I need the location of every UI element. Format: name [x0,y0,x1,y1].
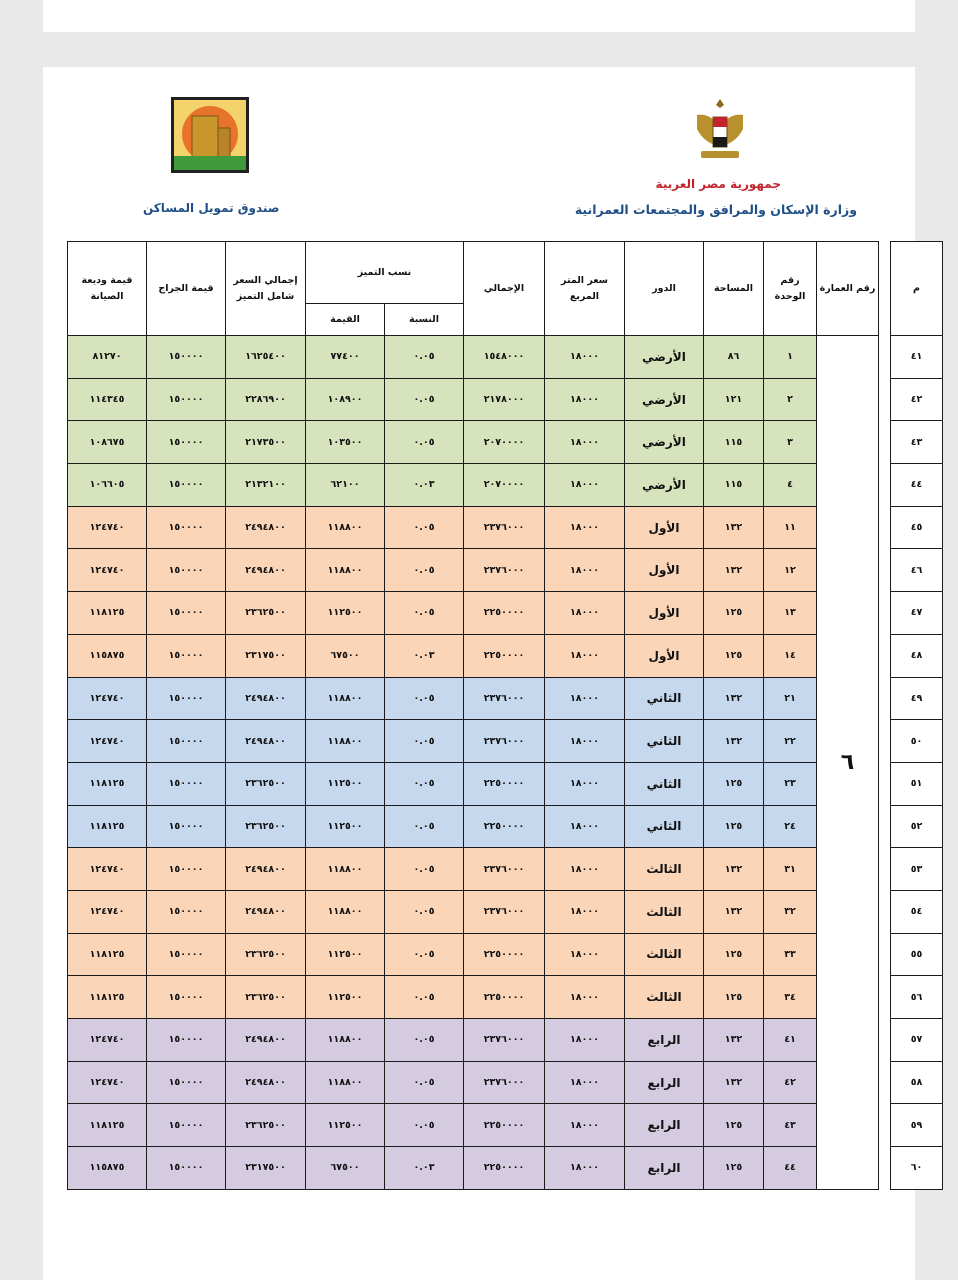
cell-total-with-premium: ٢٣٦٢٥٠٠ [226,933,306,976]
housing-fund-logo [171,97,249,173]
cell-premium-ratio: ٠.٠٥ [385,549,464,592]
eagle-emblem-icon [693,95,747,167]
cell-price-sqm: ١٨٠٠٠ [545,1061,625,1104]
cell-premium-ratio: ٠.٠٥ [385,976,464,1019]
spacer-cell [879,634,891,677]
table-row [68,933,943,976]
cell-unit: ١ [764,336,817,379]
spacer-cell [879,506,891,549]
cell-area: ١٢٥ [704,592,764,635]
cell-premium-value: ١١٢٥٠٠ [306,592,385,635]
cell-total: ٢٠٧٠٠٠٠ [464,421,545,464]
cell-premium-ratio: ٠.٠٥ [385,933,464,976]
cell-area: ١٢٥ [704,1147,764,1190]
republic-title: جمهورية مصر العربية [655,177,781,191]
cell-maintenance: ١٢٤٧٤٠ [68,1019,147,1062]
cell-unit: ٢٤ [764,805,817,848]
cell-premium-ratio: ٠.٠٥ [385,592,464,635]
cell-total-with-premium: ٢٣٦٢٥٠٠ [226,762,306,805]
table-row [68,677,943,720]
cell-total-with-premium: ٢٤٩٤٨٠٠ [226,1061,306,1104]
header-area: المساحة [704,242,764,336]
cell-premium-value: ٦٧٥٠٠ [306,1147,385,1190]
cell-price-sqm: ١٨٠٠٠ [545,506,625,549]
cell-garage: ١٥٠٠٠٠ [147,592,226,635]
cell-garage: ١٥٠٠٠٠ [147,1061,226,1104]
cell-garage: ١٥٠٠٠٠ [147,506,226,549]
header-price-sqm: سعر المتر المربع [545,242,625,336]
cell-area: ١٣٢ [704,677,764,720]
header-floor: الدور [625,242,704,336]
cell-garage: ١٥٠٠٠٠ [147,805,226,848]
cell-price-sqm: ١٨٠٠٠ [545,464,625,507]
cell-index: ٤٨ [891,634,943,677]
cell-area: ١٢٥ [704,976,764,1019]
previous-page-edge [43,0,915,32]
cell-total-with-premium: ١٦٢٥٤٠٠ [226,336,306,379]
cell-garage: ١٥٠٠٠٠ [147,890,226,933]
spacer-cell [879,848,891,891]
cell-unit: ٤١ [764,1019,817,1062]
cell-total-with-premium: ٢٣٦٢٥٠٠ [226,1104,306,1147]
table-row [68,848,943,891]
cell-index: ٤٤ [891,464,943,507]
cell-area: ١٣٢ [704,890,764,933]
housing-fund-title: صندوق تمويل المساكن [143,201,280,215]
cell-total: ٢٢٥٠٠٠٠ [464,634,545,677]
cell-total: ٢٠٧٠٠٠٠ [464,464,545,507]
cell-maintenance: ١١٥٨٧٥ [68,1147,147,1190]
cell-maintenance: ١١٥٨٧٥ [68,634,147,677]
header-premium-group: نسب التميز [306,242,464,304]
table-row [68,1104,943,1147]
spacer-cell [879,805,891,848]
cell-premium-value: ١١٢٥٠٠ [306,976,385,1019]
cell-maintenance: ١٢٤٧٤٠ [68,506,147,549]
header-total: الإجمالي [464,242,545,336]
cell-index: ٥٤ [891,890,943,933]
cell-premium-value: ١١٨٨٠٠ [306,848,385,891]
cell-unit: ٣٣ [764,933,817,976]
cell-premium-value: ١٠٣٥٠٠ [306,421,385,464]
cell-floor: الثاني [625,720,704,763]
table-row [68,805,943,848]
cell-unit: ٤ [764,464,817,507]
cell-maintenance: ١١٨١٢٥ [68,762,147,805]
cell-price-sqm: ١٨٠٠٠ [545,976,625,1019]
cell-total: ١٥٤٨٠٠٠ [464,336,545,379]
cell-unit: ٢١ [764,677,817,720]
cell-garage: ١٥٠٠٠٠ [147,1019,226,1062]
cell-floor: الأرضي [625,336,704,379]
units-price-table [67,241,943,1190]
cell-maintenance: ١٢٤٧٤٠ [68,1061,147,1104]
cell-area: ١٢٥ [704,634,764,677]
cell-premium-value: ١١٢٥٠٠ [306,805,385,848]
cell-unit: ٢٢ [764,720,817,763]
cell-building-number: ٦ [817,336,879,1190]
cell-garage: ١٥٠٠٠٠ [147,464,226,507]
cell-garage: ١٥٠٠٠٠ [147,378,226,421]
cell-area: ١٢١ [704,378,764,421]
cell-premium-ratio: ٠.٠٥ [385,805,464,848]
cell-garage: ١٥٠٠٠٠ [147,1104,226,1147]
document-page [43,67,923,1280]
cell-price-sqm: ١٨٠٠٠ [545,378,625,421]
table-body [68,336,943,1190]
cell-index: ٤٢ [891,378,943,421]
cell-premium-ratio: ٠.٠٥ [385,720,464,763]
cell-premium-ratio: ٠.٠٥ [385,1104,464,1147]
spacer-cell [879,720,891,763]
cell-total: ٢٣٧٦٠٠٠ [464,549,545,592]
cell-floor: الرابع [625,1147,704,1190]
cell-garage: ١٥٠٠٠٠ [147,336,226,379]
cell-index: ٥٠ [891,720,943,763]
cell-garage: ١٥٠٠٠٠ [147,421,226,464]
table-row [68,549,943,592]
cell-price-sqm: ١٨٠٠٠ [545,421,625,464]
cell-garage: ١٥٠٠٠٠ [147,933,226,976]
cell-floor: الثالث [625,933,704,976]
cell-floor: الأول [625,549,704,592]
header-maintenance: قيمة وديعة الصيانة [68,242,147,336]
cell-premium-value: ١١٨٨٠٠ [306,1061,385,1104]
cell-area: ١٢٥ [704,1104,764,1147]
cell-premium-ratio: ٠.٠٥ [385,506,464,549]
spacer-cell [879,933,891,976]
cell-total: ٢٣٧٦٠٠٠ [464,506,545,549]
cell-floor: الأول [625,506,704,549]
cell-area: ١٣٢ [704,1061,764,1104]
cell-garage: ١٥٠٠٠٠ [147,976,226,1019]
spacer-cell [879,1147,891,1190]
table-row [68,336,943,379]
header-index: م [891,242,943,336]
cell-total-with-premium: ٢١٣٢١٠٠ [226,464,306,507]
header-premium-value: القيمة [306,304,385,336]
cell-maintenance: ١١٨١٢٥ [68,805,147,848]
table-row [68,464,943,507]
cell-premium-ratio: ٠.٠٥ [385,848,464,891]
header-total-with-premium: إجمالي السعر شامل التميز [226,242,306,336]
cell-premium-value: ١١٢٥٠٠ [306,1104,385,1147]
cell-maintenance: ١٠٨٦٧٥ [68,421,147,464]
cell-area: ١٢٥ [704,762,764,805]
cell-garage: ١٥٠٠٠٠ [147,762,226,805]
cell-index: ٤٧ [891,592,943,635]
cell-unit: ١١ [764,506,817,549]
cell-garage: ١٥٠٠٠٠ [147,634,226,677]
cell-total: ٢٢٥٠٠٠٠ [464,592,545,635]
cell-index: ٥٣ [891,848,943,891]
cell-total-with-premium: ٢٤٩٤٨٠٠ [226,720,306,763]
table-row [68,1019,943,1062]
cell-index: ٤١ [891,336,943,379]
table-row [68,976,943,1019]
cell-unit: ٣٢ [764,890,817,933]
cell-maintenance: ٨١٢٧٠ [68,336,147,379]
cell-premium-value: ١١٢٥٠٠ [306,933,385,976]
cell-total: ٢٣٧٦٠٠٠ [464,1061,545,1104]
cell-floor: الثاني [625,762,704,805]
cell-floor: الرابع [625,1019,704,1062]
header-building: رقم العمارة [817,242,879,336]
cell-unit: ٤٢ [764,1061,817,1104]
spacer-cell [879,1019,891,1062]
cell-price-sqm: ١٨٠٠٠ [545,677,625,720]
cell-premium-value: ١١٨٨٠٠ [306,890,385,933]
spacer-cell [879,762,891,805]
cell-price-sqm: ١٨٠٠٠ [545,762,625,805]
cell-price-sqm: ١٨٠٠٠ [545,805,625,848]
cell-unit: ٣٤ [764,976,817,1019]
cell-total-with-premium: ٢٢٨٦٩٠٠ [226,378,306,421]
cell-index: ٥٩ [891,1104,943,1147]
cell-area: ١٣٢ [704,720,764,763]
cell-price-sqm: ١٨٠٠٠ [545,1104,625,1147]
spacer-cell [879,677,891,720]
cell-total: ٢٢٥٠٠٠٠ [464,1147,545,1190]
cell-area: ١٣٢ [704,1019,764,1062]
cell-price-sqm: ١٨٠٠٠ [545,634,625,677]
spacer-cell [879,378,891,421]
cell-premium-ratio: ٠.٠٥ [385,890,464,933]
cell-premium-value: ١٠٨٩٠٠ [306,378,385,421]
cell-premium-value: ٦٧٥٠٠ [306,634,385,677]
cell-premium-value: ١١٨٨٠٠ [306,720,385,763]
cell-total-with-premium: ٢٣٦٢٥٠٠ [226,976,306,1019]
cell-area: ١١٥ [704,421,764,464]
cell-maintenance: ١١٨١٢٥ [68,933,147,976]
table-row [68,720,943,763]
cell-premium-value: ١١٨٨٠٠ [306,549,385,592]
cell-maintenance: ١١٤٣٤٥ [68,378,147,421]
cell-area: ١٣٢ [704,848,764,891]
table-row [68,421,943,464]
cell-unit: ١٣ [764,592,817,635]
cell-total: ٢٣٧٦٠٠٠ [464,848,545,891]
table-row [68,762,943,805]
cell-index: ٥٨ [891,1061,943,1104]
spacer-cell [879,1104,891,1147]
cell-premium-value: ٦٢١٠٠ [306,464,385,507]
table-row [68,634,943,677]
cell-unit: ٢٣ [764,762,817,805]
cell-maintenance: ١١٨١٢٥ [68,592,147,635]
spacer-cell [879,464,891,507]
table-row [68,592,943,635]
cell-index: ٤٥ [891,506,943,549]
cell-price-sqm: ١٨٠٠٠ [545,890,625,933]
cell-maintenance: ١١٨١٢٥ [68,976,147,1019]
cell-total: ٢٢٥٠٠٠٠ [464,805,545,848]
cell-total-with-premium: ٢٤٩٤٨٠٠ [226,890,306,933]
cell-total: ٢٣٧٦٠٠٠ [464,890,545,933]
cell-garage: ١٥٠٠٠٠ [147,720,226,763]
cell-index: ٤٩ [891,677,943,720]
cell-index: ٥٧ [891,1019,943,1062]
cell-maintenance: ١٢٤٧٤٠ [68,720,147,763]
cell-unit: ٣١ [764,848,817,891]
cell-total-with-premium: ٢٤٩٤٨٠٠ [226,677,306,720]
cell-premium-ratio: ٠.٠٥ [385,762,464,805]
cell-maintenance: ١٢٤٧٤٠ [68,677,147,720]
cell-premium-ratio: ٠.٠٥ [385,378,464,421]
table-row [68,378,943,421]
cell-total: ٢٢٥٠٠٠٠ [464,762,545,805]
cell-premium-value: ١١٨٨٠٠ [306,1019,385,1062]
cell-total-with-premium: ٢٣٦٢٥٠٠ [226,805,306,848]
cell-floor: الأرضي [625,378,704,421]
cell-unit: ٤٤ [764,1147,817,1190]
cell-unit: ٢ [764,378,817,421]
spacer-cell [879,592,891,635]
cell-premium-value: ١١٨٨٠٠ [306,677,385,720]
cell-garage: ١٥٠٠٠٠ [147,677,226,720]
cell-floor: الثالث [625,976,704,1019]
cell-total-with-premium: ٢٤٩٤٨٠٠ [226,848,306,891]
cell-total: ٢٢٥٠٠٠٠ [464,1104,545,1147]
cell-index: ٤٣ [891,421,943,464]
cell-price-sqm: ١٨٠٠٠ [545,1019,625,1062]
spacer-cell [879,890,891,933]
spacer-cell [879,336,891,379]
cell-area: ١٣٢ [704,549,764,592]
header-premium-ratio: النسبة [385,304,464,336]
cell-total-with-premium: ٢٤٩٤٨٠٠ [226,1019,306,1062]
cell-area: ١٢٥ [704,933,764,976]
cell-premium-ratio: ٠.٠٥ [385,421,464,464]
cell-unit: ٣ [764,421,817,464]
spacer-cell [879,1061,891,1104]
cell-total-with-premium: ٢٣٦٢٥٠٠ [226,592,306,635]
cell-unit: ١٤ [764,634,817,677]
cell-garage: ١٥٠٠٠٠ [147,549,226,592]
cell-floor: الأول [625,592,704,635]
cell-maintenance: ١٢٤٧٤٠ [68,890,147,933]
cell-premium-value: ٧٧٤٠٠ [306,336,385,379]
cell-total-with-premium: ٢٤٩٤٨٠٠ [226,506,306,549]
cell-index: ٥٥ [891,933,943,976]
cell-price-sqm: ١٨٠٠٠ [545,848,625,891]
cell-price-sqm: ١٨٠٠٠ [545,933,625,976]
cell-index: ٦٠ [891,1147,943,1190]
cell-floor: الثاني [625,805,704,848]
cell-area: ٨٦ [704,336,764,379]
cell-price-sqm: ١٨٠٠٠ [545,1147,625,1190]
ministry-title: وزارة الإسكان والمرافق والمجتمعات العمرانية [574,202,857,217]
cell-premium-ratio: ٠.٠٥ [385,336,464,379]
spacer-cell [879,976,891,1019]
cell-total: ٢٢٥٠٠٠٠ [464,933,545,976]
header-unit: رقم الوحدة [764,242,817,336]
cell-unit: ١٢ [764,549,817,592]
cell-price-sqm: ١٨٠٠٠ [545,336,625,379]
cell-total: ٢٣٧٦٠٠٠ [464,1019,545,1062]
cell-total-with-premium: ٢١٧٣٥٠٠ [226,421,306,464]
cell-price-sqm: ١٨٠٠٠ [545,549,625,592]
cell-premium-ratio: ٠.٠٥ [385,1061,464,1104]
cell-total-with-premium: ٢٣١٧٥٠٠ [226,634,306,677]
cell-total: ٢١٧٨٠٠٠ [464,378,545,421]
cell-premium-value: ١١٢٥٠٠ [306,762,385,805]
cell-total-with-premium: ٢٤٩٤٨٠٠ [226,549,306,592]
spacer-column [879,242,891,336]
cell-price-sqm: ١٨٠٠٠ [545,720,625,763]
cell-price-sqm: ١٨٠٠٠ [545,592,625,635]
cell-premium-ratio: ٠.٠٥ [385,677,464,720]
cell-premium-ratio: ٠.٠٥ [385,1019,464,1062]
cell-total: ٢٣٧٦٠٠٠ [464,677,545,720]
cell-premium-ratio: ٠.٠٣ [385,1147,464,1190]
cell-garage: ١٥٠٠٠٠ [147,848,226,891]
cell-maintenance: ١٢٤٧٤٠ [68,549,147,592]
cell-floor: الرابع [625,1104,704,1147]
cell-maintenance: ١٠٦٦٠٥ [68,464,147,507]
header-garage: قيمة الجراج [147,242,226,336]
cell-index: ٤٦ [891,549,943,592]
cell-total-with-premium: ٢٣١٧٥٠٠ [226,1147,306,1190]
cell-garage: ١٥٠٠٠٠ [147,1147,226,1190]
cell-area: ١٢٥ [704,805,764,848]
table-row [68,890,943,933]
cell-maintenance: ١١٨١٢٥ [68,1104,147,1147]
table-row [68,506,943,549]
table-row [68,1061,943,1104]
cell-premium-value: ١١٨٨٠٠ [306,506,385,549]
cell-floor: الأرضي [625,421,704,464]
cell-floor: الأرضي [625,464,704,507]
cell-premium-ratio: ٠.٠٣ [385,634,464,677]
cell-total: ٢٢٥٠٠٠٠ [464,976,545,1019]
spacer-cell [879,421,891,464]
cell-unit: ٤٣ [764,1104,817,1147]
cell-floor: الثاني [625,677,704,720]
cell-index: ٥١ [891,762,943,805]
cell-area: ١١٥ [704,464,764,507]
cell-index: ٥٦ [891,976,943,1019]
cell-premium-ratio: ٠.٠٣ [385,464,464,507]
cell-maintenance: ١٢٤٧٤٠ [68,848,147,891]
cell-floor: الأول [625,634,704,677]
cell-area: ١٣٢ [704,506,764,549]
table-row [68,1147,943,1190]
cell-floor: الثالث [625,890,704,933]
cell-index: ٥٢ [891,805,943,848]
cell-floor: الرابع [625,1061,704,1104]
cell-total: ٢٣٧٦٠٠٠ [464,720,545,763]
spacer-cell [879,549,891,592]
cell-floor: الثالث [625,848,704,891]
